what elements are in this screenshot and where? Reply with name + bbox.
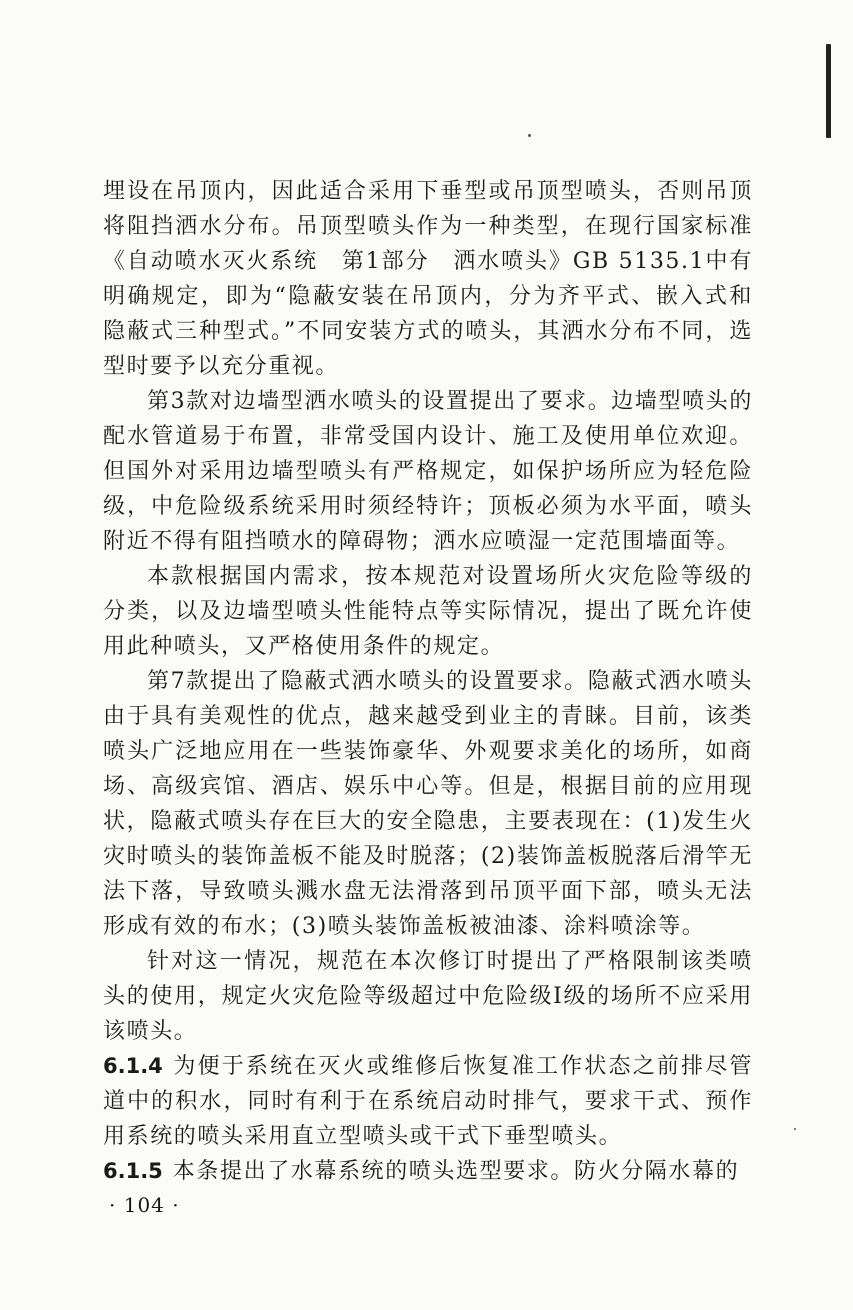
clause-6-1-4 xyxy=(103,1049,753,1154)
paragraph: 第7款提出了隐蔽式洒水喷头的设置要求。隐蔽式洒水喷头由于具有美观性的优点，越来越受到业主的青睐。目前，该类喷头广泛地应用在一些装饰豪华、外观要求美化的场所，如商场、高级宾馆、酒店、娱乐中心等。但是，根据目前的应用现状，隐蔽式喷头存在巨大的安全隐患，主要表现在：(1)发生火灾时喷头的装饰盖板不能及时脱落；(2)装饰盖板脱落后滑竿无法下落，导致喷头溅水盘无法滑落到吊顶平面下部，喷头无法形成有效的布水；(3)喷头装饰盖板被油漆、涂料喷涂等。 xyxy=(103,669,753,939)
page-number: · 104 · xyxy=(109,1193,180,1217)
clause-text: 为便于系统在灭火或维修后恢复准工作状态之前排尽管道中的积水，同时有利于在系统启动时排气，要求干式、预作用系统的喷头采用直立型喷头或干式下垂型喷头。 xyxy=(103,1054,753,1149)
clause-number: 6.1.5 xyxy=(103,1159,163,1183)
paragraph: 针对这一情况，规范在本次修订时提出了严格限制该类喷头的使用，规定火灾危险等级超过中危险级Ⅰ级的场所不应采用该喷头。 xyxy=(103,949,753,1044)
clause-6-1-5 xyxy=(103,1154,753,1189)
paragraph: 埋设在吊顶内，因此适合采用下垂型或吊顶型喷头，否则吊顶将阻挡洒水分布。吊顶型喷头作为一种类型，在现行国家标准《自动喷水灭火系统 第1部分 洒水喷头》GB 5135.1中有明确规定，即为“隐蔽安装在吊顶内，分为齐平式、嵌入式和隐蔽式三种型式。”不同安装方式的喷头，其洒水分布不同，选型时要予以充分重视。 xyxy=(103,179,753,379)
scan-edge-bar xyxy=(826,44,831,138)
scan-speck xyxy=(528,134,531,137)
clause-number: 6.1.4 xyxy=(103,1054,163,1078)
body-text xyxy=(103,174,753,1189)
scan-speck xyxy=(794,1128,796,1130)
paragraph: 第3款对边墙型洒水喷头的设置提出了要求。边墙型喷头的配水管道易于布置，非常受国内设计、施工及使用单位欢迎。但国外对采用边墙型喷头有严格规定，如保护场所应为轻危险级，中危险级系统采用时须经特许；顶板必须为水平面，喷头附近不得有阻挡喷水的障碍物；洒水应喷湿一定范围墙面等。 xyxy=(103,389,753,554)
paragraph: 本款根据国内需求，按本规范对设置场所火灾危险等级的分类，以及边墙型喷头性能特点等实际情况，提出了既允许使用此种喷头，又严格使用条件的规定。 xyxy=(103,564,753,659)
clause-text: 本条提出了水幕系统的喷头选型要求。防火分隔水幕的 xyxy=(172,1159,740,1184)
